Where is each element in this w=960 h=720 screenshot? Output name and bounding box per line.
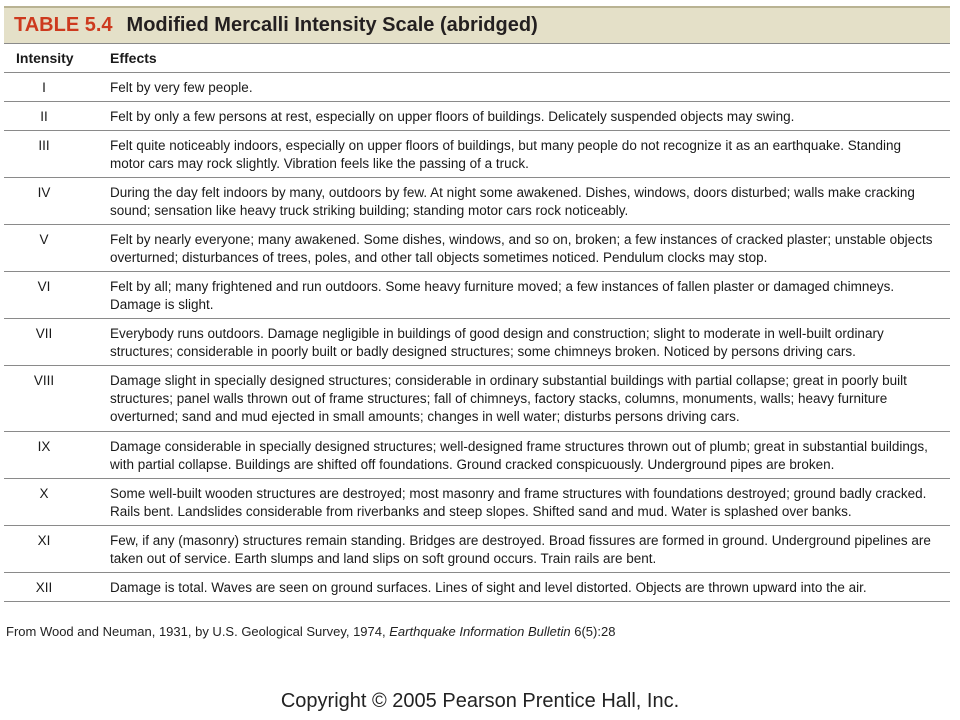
intensity-cell: II (40, 109, 48, 124)
source-prefix: From Wood and Neuman, 1931, by U.S. Geological Survey, 1974, (6, 624, 390, 639)
table-row (4, 102, 950, 131)
table-row (4, 573, 950, 602)
effects-cell: Damage is total. Waves are seen on ground surfaces. Lines of sight and level distorted. Objects are thrown upward into the air. (110, 580, 867, 595)
source-citation (6, 624, 615, 639)
intensity-cell: IX (37, 439, 51, 454)
intensity-cell: I (42, 80, 46, 95)
intensity-cell: VIII (33, 373, 55, 388)
intensity-cell: XII (35, 580, 53, 595)
table-row (4, 225, 950, 272)
table-body (4, 73, 950, 602)
intensity-cell: IV (37, 185, 51, 200)
table-title-bar (4, 6, 950, 43)
table-row (4, 366, 950, 432)
table-row (4, 432, 950, 479)
effects-cell: Damage considerable in specially designed structures; well-designed frame structures thrown out of plumb; great in substantial buildings, with partial collapse. Buildings are shifted off foundations. Ground cracked conspicuously. Underground pipes are broken. (110, 439, 928, 472)
table-header-row (4, 43, 950, 73)
effects-cell: Few, if any (masonry) structures remain standing. Bridges are destroyed. Broad fissures are formed in ground. Underground pipelines are taken out of service. Earth slumps and land slips on soft ground occurs. Train rails are bent. (110, 533, 931, 566)
effects-cell: Felt by very few people. (110, 80, 253, 95)
intensity-cell: V (39, 232, 49, 247)
source-publication: Earthquake Information Bulletin (389, 624, 571, 639)
intensity-header: Intensity (16, 50, 74, 66)
effects-cell: Felt by all; many frightened and run outdoors. Some heavy furniture moved; a few instances of fallen plaster or damaged chimneys. Damage is slight. (110, 279, 895, 312)
table-row (4, 178, 950, 225)
source-suffix: 6(5):28 (570, 624, 616, 639)
intensity-cell: XI (37, 533, 51, 548)
table-row (4, 73, 950, 102)
effects-cell: Some well-built wooden structures are destroyed; most masonry and frame structures with foundations destroyed; ground badly cracked. Rails bent. Landslides considerable from riverbanks and steep slopes. Shifted sand and mud. Water is splashed over banks. (110, 486, 927, 519)
effects-cell: Felt by only a few persons at rest, especially on upper floors of buildings. Delicately suspended objects may swing. (110, 109, 795, 124)
effects-cell: Damage slight in specially designed structures; considerable in ordinary substantial buildings with partial collapse; great in poorly built structures; panel walls thrown out of frame structures; fall of chimneys, factory stacks, columns, monuments, walls; heavy furniture overturned; sand and mud ejected in small amounts; changes in well water; disturbs persons driving cars. (110, 373, 907, 424)
table-row (4, 319, 950, 366)
effects-cell: During the day felt indoors by many, outdoors by few. At night some awakened. Dishes, windows, doors disturbed; walls make cracking sound; sensation like heavy truck striking building; standing motor cars rock noticeably. (110, 185, 915, 218)
effects-header: Effects (110, 50, 157, 66)
table-row (4, 272, 950, 319)
intensity-cell: VII (35, 326, 53, 341)
mercalli-table (4, 6, 950, 602)
table-title: Modified Mercalli Intensity Scale (abridged) (126, 14, 538, 36)
table-number: TABLE 5.4 (14, 14, 113, 36)
intensity-cell: X (39, 486, 49, 501)
intensity-cell: III (38, 138, 50, 153)
copyright-notice: Copyright © 2005 Pearson Prentice Hall, Inc. (280, 690, 680, 712)
table-row (4, 479, 950, 526)
table-row (4, 526, 950, 573)
table-row (4, 131, 950, 178)
effects-cell: Everybody runs outdoors. Damage negligible in buildings of good design and construction; slight to moderate in well-built ordinary structures; considerable in poorly built or badly designed structures; some chimneys broken. Noticed by persons driving cars. (110, 326, 884, 359)
intensity-cell: VI (37, 279, 51, 294)
effects-cell: Felt by nearly everyone; many awakened. Some dishes, windows, and so on, broken; a few instances of cracked plaster; unstable objects overturned; disturbances of trees, poles, and other tall objects sometimes noticed. Pendulum clocks may stop. (110, 232, 933, 265)
effects-cell: Felt quite noticeably indoors, especially on upper floors of buildings, but many people do not recognize it as an earthquake. Standing motor cars may rock slightly. Vibration feels like the passing of a truck. (110, 138, 902, 171)
